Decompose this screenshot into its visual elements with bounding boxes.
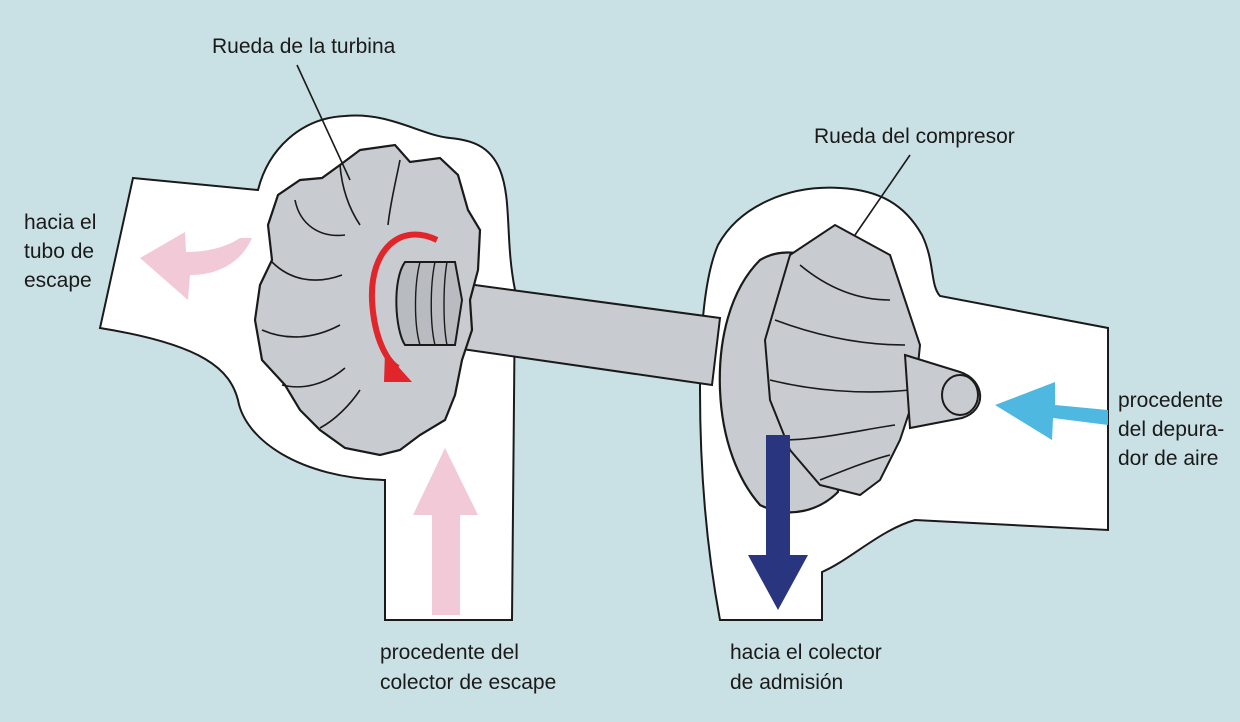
from-air-cleaner-line-3: dor de aire [1118, 447, 1219, 470]
from-exhaust-manifold-label [380, 638, 556, 698]
to-intake-manifold-line-1: hacia el colector [730, 641, 882, 664]
from-air-cleaner-label [1118, 386, 1224, 473]
from-exhaust-manifold-line-2: colector de escape [380, 671, 557, 694]
compressor-wheel-label: Rueda del compresor [814, 125, 1015, 148]
to-exhaust-pipe-line-3: escape [24, 269, 92, 292]
to-exhaust-pipe-label [24, 208, 96, 295]
to-intake-manifold-line-2: de admisión [730, 671, 844, 694]
from-air-cleaner-line-2: del depura- [1118, 418, 1225, 441]
turbine-wheel-label: Rueda de la turbina [212, 35, 396, 58]
turbine-wheel-hub [396, 262, 462, 345]
from-air-cleaner-line-1: procedente [1118, 389, 1224, 412]
from-exhaust-manifold-line-1: procedente del [380, 641, 519, 664]
to-exhaust-pipe-line-1: hacia el [24, 211, 97, 234]
to-exhaust-pipe-line-2: tubo de [24, 240, 95, 263]
to-intake-manifold-label [730, 638, 882, 698]
